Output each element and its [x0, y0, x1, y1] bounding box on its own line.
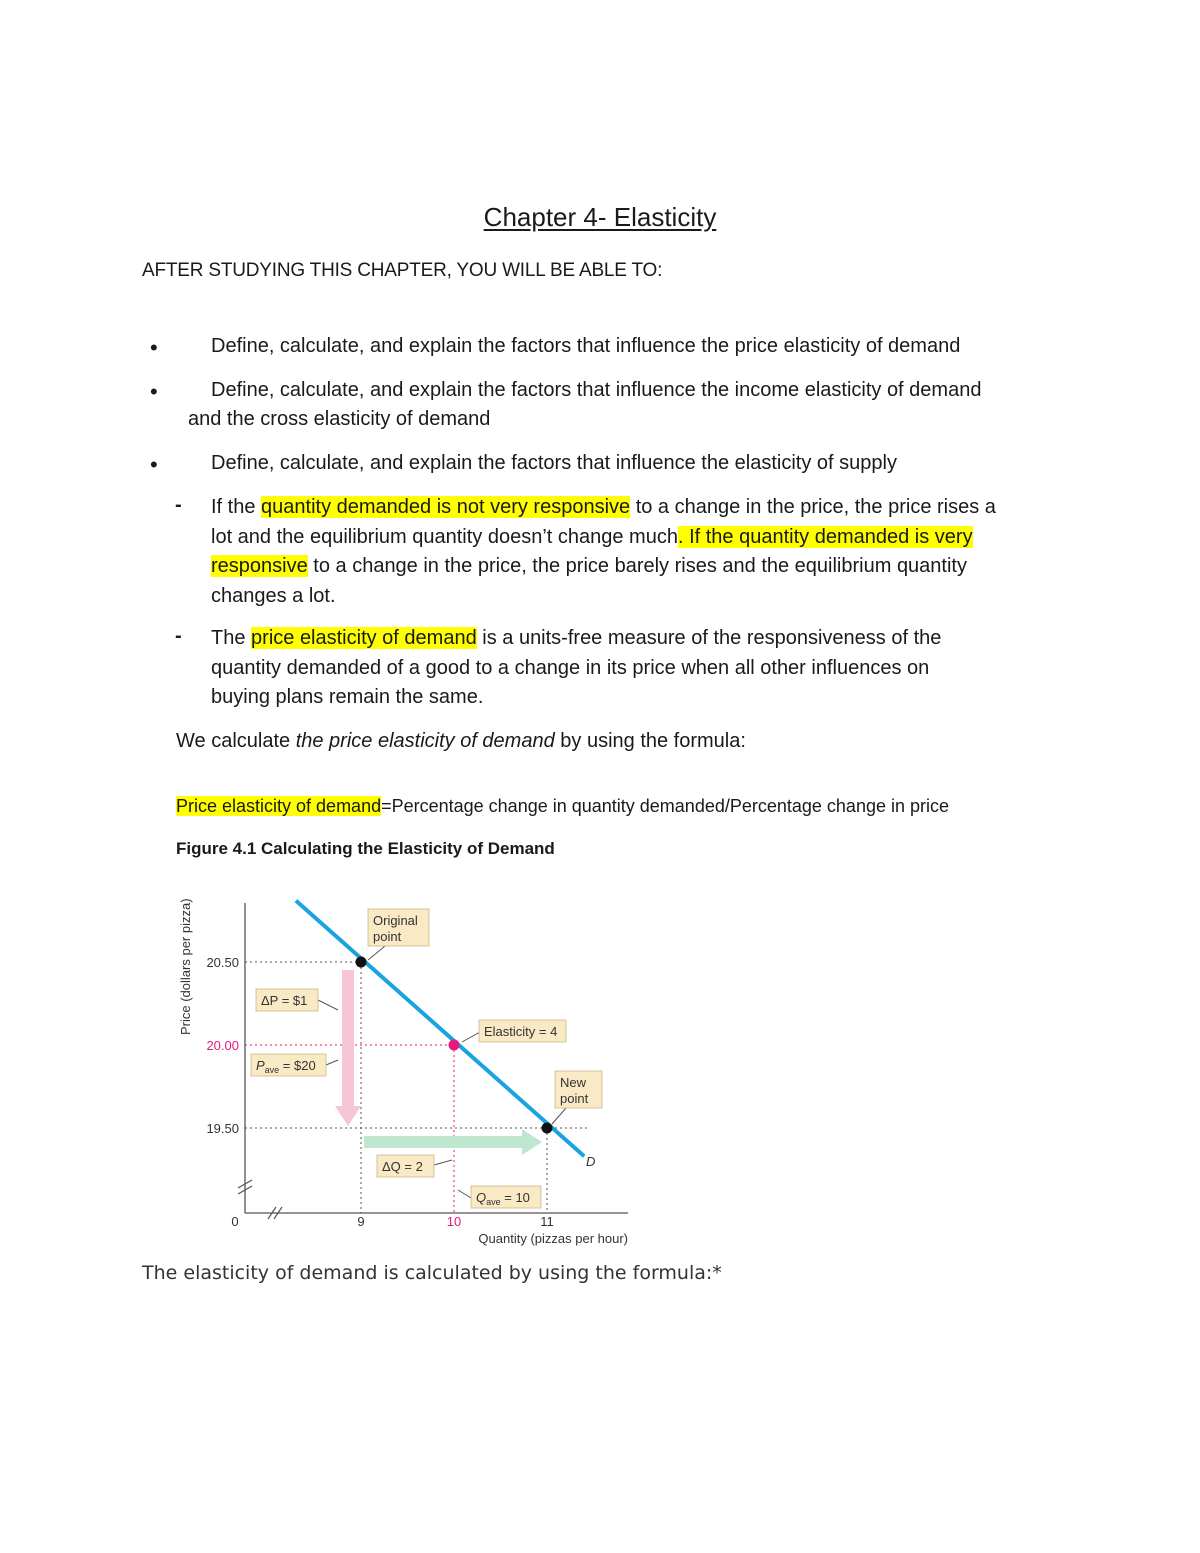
q-ave-label: [471, 1186, 541, 1208]
label-sub: ave: [264, 1065, 280, 1075]
highlight: responsive: [211, 555, 308, 577]
dash-marker: -: [175, 625, 182, 647]
highlight: quantity demanded is not very responsive: [261, 496, 631, 518]
label-text: Elasticity = 4: [484, 1024, 558, 1039]
elasticity-label: [479, 1020, 566, 1042]
delta-p-label: [256, 989, 318, 1011]
bullet: •: [150, 335, 158, 360]
label-text: ΔQ = 2: [382, 1159, 423, 1174]
p-ave-label: [251, 1054, 326, 1076]
label-line: point: [373, 929, 402, 944]
text: We calculate: [176, 730, 296, 752]
text: by using the formula:: [554, 730, 746, 752]
text: to a change in the price, the price barely rises and the equilibrium quantity: [307, 555, 967, 577]
text: The: [211, 627, 252, 649]
y-axis-title: Price (dollars per pizza): [178, 898, 193, 1035]
page-title: Chapter 4- Elasticity: [483, 202, 717, 232]
text: If the: [211, 496, 262, 518]
label-text: ΔP = $1: [261, 993, 308, 1008]
y-tick-label: 19.50: [206, 1121, 239, 1136]
text: is a units-free measure of the responsiveness of the: [476, 627, 942, 649]
y-tick-label: 20.50: [206, 955, 239, 970]
bullet: •: [150, 379, 158, 404]
highlight: Price elasticity of demand: [176, 796, 382, 816]
x-tick-label: 10: [446, 1214, 462, 1229]
label-val: = $20: [279, 1058, 316, 1073]
label-line: New: [560, 1075, 587, 1090]
midpoint-marker: [449, 1040, 460, 1051]
label-line: point: [560, 1091, 589, 1106]
curve-label: D: [586, 1154, 596, 1169]
italic-text: the price elasticity of demand: [295, 730, 555, 752]
label-sub: ave: [486, 1197, 501, 1207]
delta-q-label: [377, 1155, 434, 1177]
new-point-label: [555, 1071, 602, 1108]
chapter-objectives-heading: AFTER STUDYING THIS CHAPTER, YOU WILL BE ABLE TO:: [142, 260, 663, 281]
objective-2-cont: and the cross elasticity of demand: [188, 408, 491, 430]
text: =Percentage change in quantity demanded/Percentage change in price: [381, 796, 949, 816]
delta-p-arrow: [335, 970, 361, 1126]
leader-lines: [318, 946, 566, 1198]
objective-1: Define, calculate, and explain the factors that influence the price elasticity of demand: [211, 335, 961, 357]
note1-line4: changes a lot.: [211, 584, 336, 607]
text: to a change in the price, the price rises a: [630, 496, 996, 518]
original-point-label: [368, 909, 429, 946]
x-tick-label: 11: [540, 1214, 554, 1229]
figure-caption: Figure 4.1 Calculating the Elasticity of Demand: [176, 839, 555, 858]
delta-q-arrow: [364, 1129, 542, 1155]
text: lot and the equilibrium quantity doesn’t change much: [211, 525, 678, 548]
x-tick-label: 0: [231, 1214, 239, 1229]
formula-intro: The elasticity of demand is calculated by using the formula:*: [142, 1262, 722, 1284]
label-var: P: [256, 1058, 265, 1073]
objective-2: Define, calculate, and explain the factors that influence the income elasticity of demand: [211, 379, 982, 401]
y-tick-label: 20.00: [206, 1038, 239, 1053]
original-point-marker: [356, 957, 367, 968]
label-var: Q: [476, 1190, 487, 1205]
note2-line3: buying plans remain the same.: [211, 686, 484, 708]
x-tick-label: 9: [357, 1214, 365, 1229]
highlight: . If the quantity demanded is very: [677, 525, 973, 548]
bullet: •: [150, 452, 158, 477]
label-val: = 10: [500, 1190, 530, 1205]
objective-3: Define, calculate, and explain the factors that influence the elasticity of supply: [211, 452, 897, 474]
new-point-marker: [542, 1123, 553, 1134]
highlight: price elasticity of demand: [251, 627, 477, 649]
dash-marker: -: [175, 494, 182, 516]
label-text: [476, 1190, 530, 1207]
note2-line2: quantity demanded of a good to a change in its price when all other influences on: [211, 656, 930, 679]
label-line: Original: [373, 913, 418, 928]
x-axis-title: Quantity (pizzas per hour): [478, 1231, 628, 1246]
